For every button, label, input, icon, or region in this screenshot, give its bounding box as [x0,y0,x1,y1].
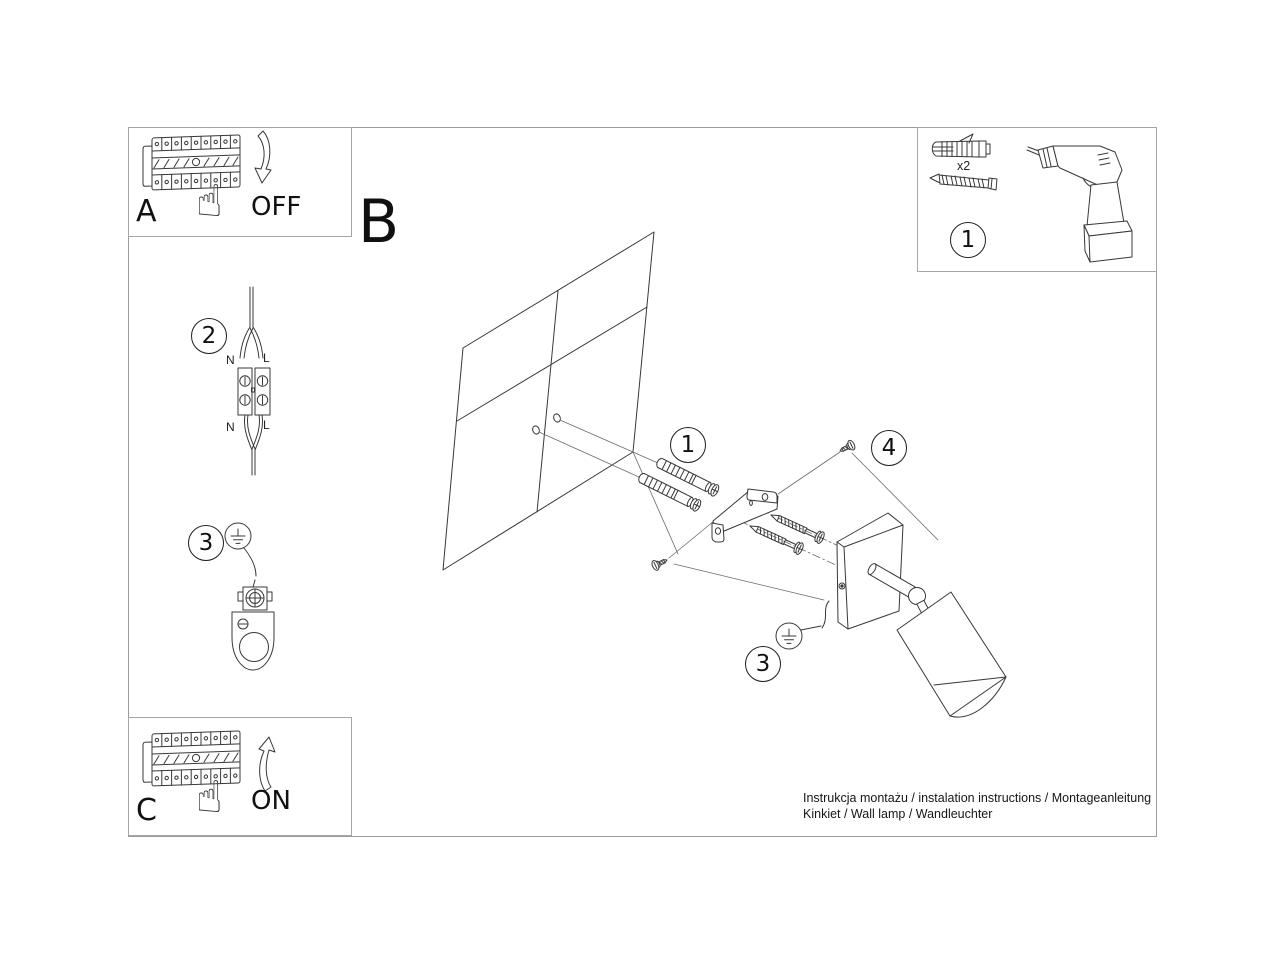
anchors-step-badge: 1 [670,427,706,463]
drill-icon [1027,146,1132,262]
wall-lamp [822,513,1006,717]
lamp-base-diagram [232,548,274,670]
section-b-label: B [358,187,400,257]
wall-anchor-icon [932,134,990,157]
wire-label-l-top: L [263,351,270,365]
wire-label-n-bottom: N [226,420,235,434]
panel-c-label: C [136,793,157,828]
step-3-left-badge: 3 [188,525,224,561]
adjuster-screw-4 [838,439,857,455]
screw-icon [930,174,997,190]
wire-connector-diagram [238,287,270,475]
wire-label-n-top: N [226,353,235,367]
circuit-breaker-icon-c [143,731,240,786]
parts-step-badge: 1 [950,222,986,258]
ground-step-badge: 3 [745,646,781,682]
curved-arrow-up-icon [259,737,275,791]
footer-product-line: Kinkiet / Wall lamp / Wandleuchter [803,807,993,821]
adjuster-screw-bottom [651,555,670,571]
curved-arrow-down-icon [255,131,271,183]
ground-symbol-icon-right [776,623,821,649]
wire-label-l-bottom: L [263,418,270,432]
on-label: ON [251,786,291,816]
hand-icon-a: ☝ [196,176,223,227]
off-label: OFF [251,192,302,222]
hand-icon-c: ☝ [196,772,223,823]
wall-panel [443,232,654,570]
side-screw-step-badge: 4 [871,430,907,466]
anchor-qty-label: x2 [957,159,971,173]
circuit-breaker-icon-a [143,135,240,190]
panel-a-label: A [136,194,157,229]
footer-title-line: Instrukcja montażu / instalation instructions / Montageanleitung [803,791,1152,805]
ground-symbol-icon-left [225,523,251,549]
step-2-badge: 2 [191,318,227,354]
